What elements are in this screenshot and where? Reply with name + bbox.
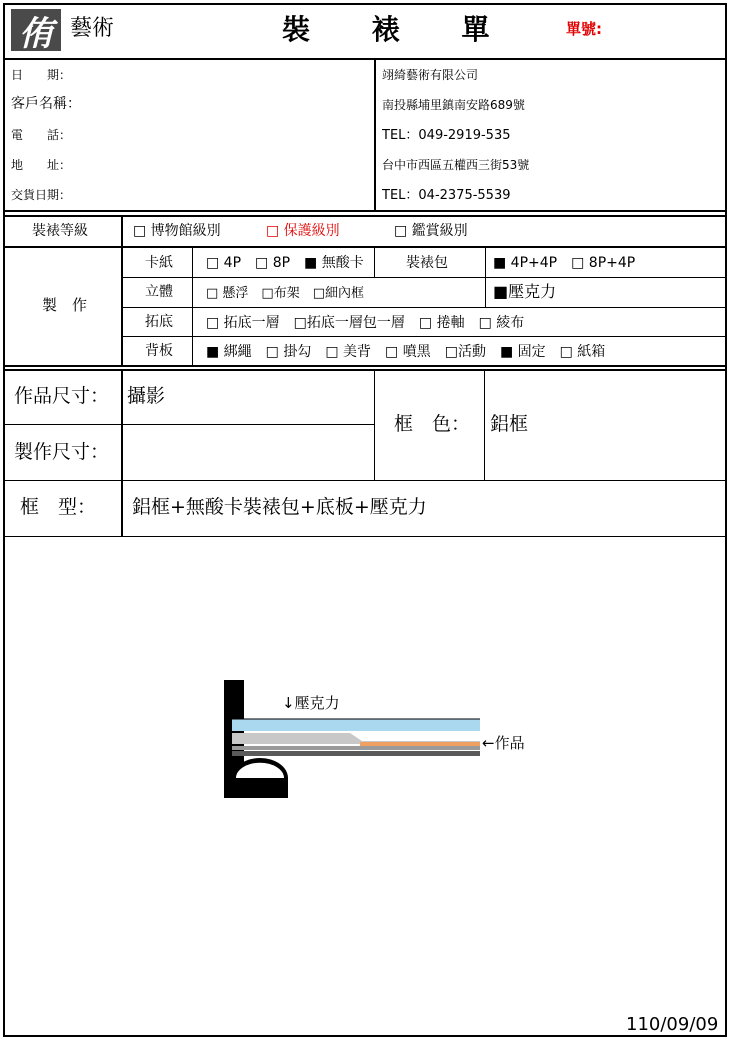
made-size-label: 製作尺寸： — [14, 441, 110, 463]
company-address-2: 台中市西區五權西三街53號 — [382, 158, 530, 172]
artwork-callout: ←作品 — [482, 734, 525, 752]
form-title: 裝 裱 單 — [282, 13, 516, 46]
frame-color-value[interactable]: 鋁框 — [490, 413, 529, 435]
bag-label: 裝裱包 — [406, 255, 448, 271]
solid-label: 立體 — [145, 284, 173, 300]
company-address-1: 南投縣埔里鎮南安路689號 — [382, 98, 525, 112]
backing-board-layer — [232, 746, 480, 750]
artwork-layer — [360, 742, 480, 746]
grade-option-appreciation[interactable]: □ 鑑賞級別 — [394, 223, 468, 239]
order-number-label: 單號: — [566, 20, 602, 38]
brand-name: 藝術 — [70, 16, 115, 41]
back-label: 背板 — [145, 343, 173, 359]
card-label: 卡紙 — [145, 255, 173, 271]
customer-name-label: 客戶名稱： — [11, 96, 81, 112]
acrylic-callout: ↓壓克力 — [282, 694, 340, 712]
company-tel-1: TEL：049-2919-535 — [382, 128, 511, 143]
delivery-date-label: 交貨日期： — [11, 188, 72, 202]
date-label: 日 期： — [11, 68, 72, 82]
frame-type-value[interactable]: 鋁框+無酸卡裝裱包+底板+壓克力 — [132, 496, 427, 518]
company-tel-2: TEL：04-2375-5539 — [382, 188, 511, 203]
rubbing-options[interactable]: □ 拓底一層 □拓底一層包一層 □ 捲軸 □ 綾布 — [206, 315, 525, 331]
rubbing-label: 拓底 — [145, 314, 173, 330]
phone-label: 電 話： — [11, 128, 72, 142]
footer-date: 110/09/09 — [626, 1014, 719, 1035]
grade-option-museum[interactable]: □ 博物館級別 — [133, 223, 221, 239]
back-options[interactable]: ■ 綁繩 □ 掛勾 □ 美背 □ 噴黑 □活動 ■ 固定 □ 紙箱 — [206, 344, 606, 360]
card-options[interactable]: □ 4P □ 8P ■ 無酸卡 — [206, 255, 364, 271]
company-name: 翊綺藝術有限公司 — [382, 68, 479, 82]
acrylic-option[interactable]: ■壓克力 — [493, 282, 557, 301]
frame-color-label: 框 色： — [394, 413, 471, 435]
solid-options[interactable]: □ 懸浮 □布架 □細內框 — [206, 286, 364, 301]
frame-type-label: 框 型： — [20, 496, 97, 518]
address-label: 地 址： — [11, 158, 72, 172]
work-size-value[interactable]: 攝影 — [127, 385, 166, 407]
grade-option-protection[interactable]: □ 保護級別 — [266, 223, 340, 239]
bag-options[interactable]: ■ 4P+4P □ 8P+4P — [493, 255, 636, 271]
acrylic-layer — [232, 719, 480, 731]
production-label: 製 作 — [42, 296, 88, 314]
grade-label: 裝裱等級 — [32, 223, 88, 239]
base-layer — [232, 751, 480, 756]
work-size-label: 作品尺寸： — [14, 385, 110, 407]
brand-logo: 侑 — [11, 9, 61, 51]
